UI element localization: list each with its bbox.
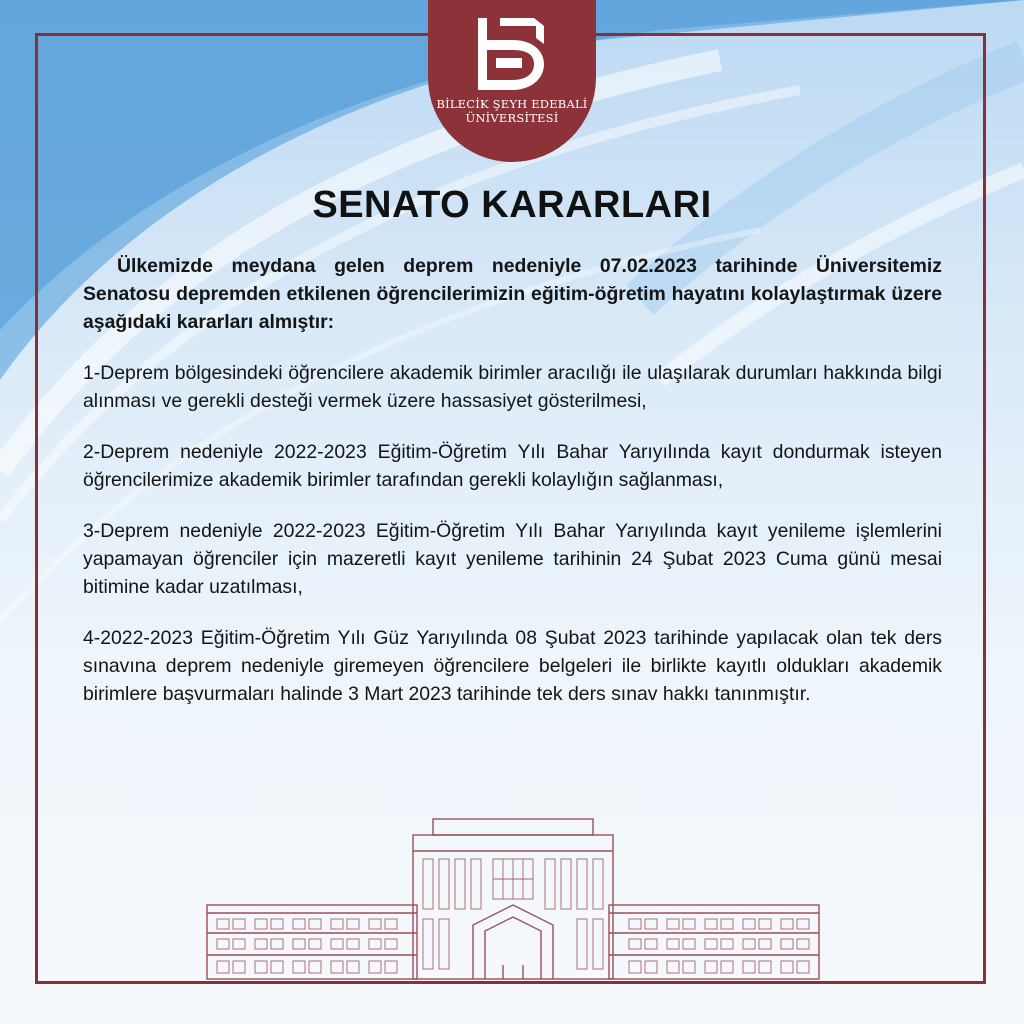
intro-paragraph: Ülkemizde meydana gelen deprem nedeniyle 07.02.2023 tarihinde Üniversitemiz Senatosu depremden etkilenen öğrencilerimizin eğitim-öğretim hayatını kolaylaştırmak üzere aşağıdaki kararları almıştır: xyxy=(83,255,942,333)
decision-item-1: 1-Deprem bölgesindeki öğrencilere akademik birimler aracılığı ile ulaşılarak durumları hakkında bilgi alınması ve gerekli desteği vermek üzere hassasiyet gösterilmesi, xyxy=(83,362,942,412)
page-title: SENATO KARARLARI xyxy=(312,184,712,226)
decision-item-3: 3-Deprem nedeniyle 2022-2023 Eğitim-Öğretim Yılı Bahar Yarıyılında kayıt yenileme işlemlerini yapamayan öğrenciler için mazeretli kayıt yenileme tarihinin 24 Şubat 2023 Cuma günü mesai bitimine kadar uzatılması, xyxy=(83,520,942,598)
university-name-line-2: ÜNİVERSİTESİ xyxy=(465,111,559,125)
decision-item-4: 4-2022-2023 Eğitim-Öğretim Yılı Güz Yarıyılında 08 Şubat 2023 tarihinde yapılacak olan tek ders sınavına deprem nedeniyle giremeyen öğrencilere belgeleri ile birlikte kayıtlı oldukları akademik birimlere başvurmaları halinde 3 Mart 2023 tarihinde tek ders sınav hakkı tanınmıştır. xyxy=(83,627,942,705)
university-name-line-1: BİLECİK ŞEYH EDEBALİ xyxy=(436,97,588,111)
announcement-body xyxy=(83,252,942,731)
university-logo-badge xyxy=(428,0,596,162)
university-building-illustration xyxy=(203,815,823,985)
university-logo-icon xyxy=(472,14,552,94)
decision-item-2: 2-Deprem nedeniyle 2022-2023 Eğitim-Öğretim Yılı Bahar Yarıyılında kayıt dondurmak isteyen öğrencilerimize akademik birimler tarafından gerekli kolaylığın sağlanması, xyxy=(83,441,942,491)
